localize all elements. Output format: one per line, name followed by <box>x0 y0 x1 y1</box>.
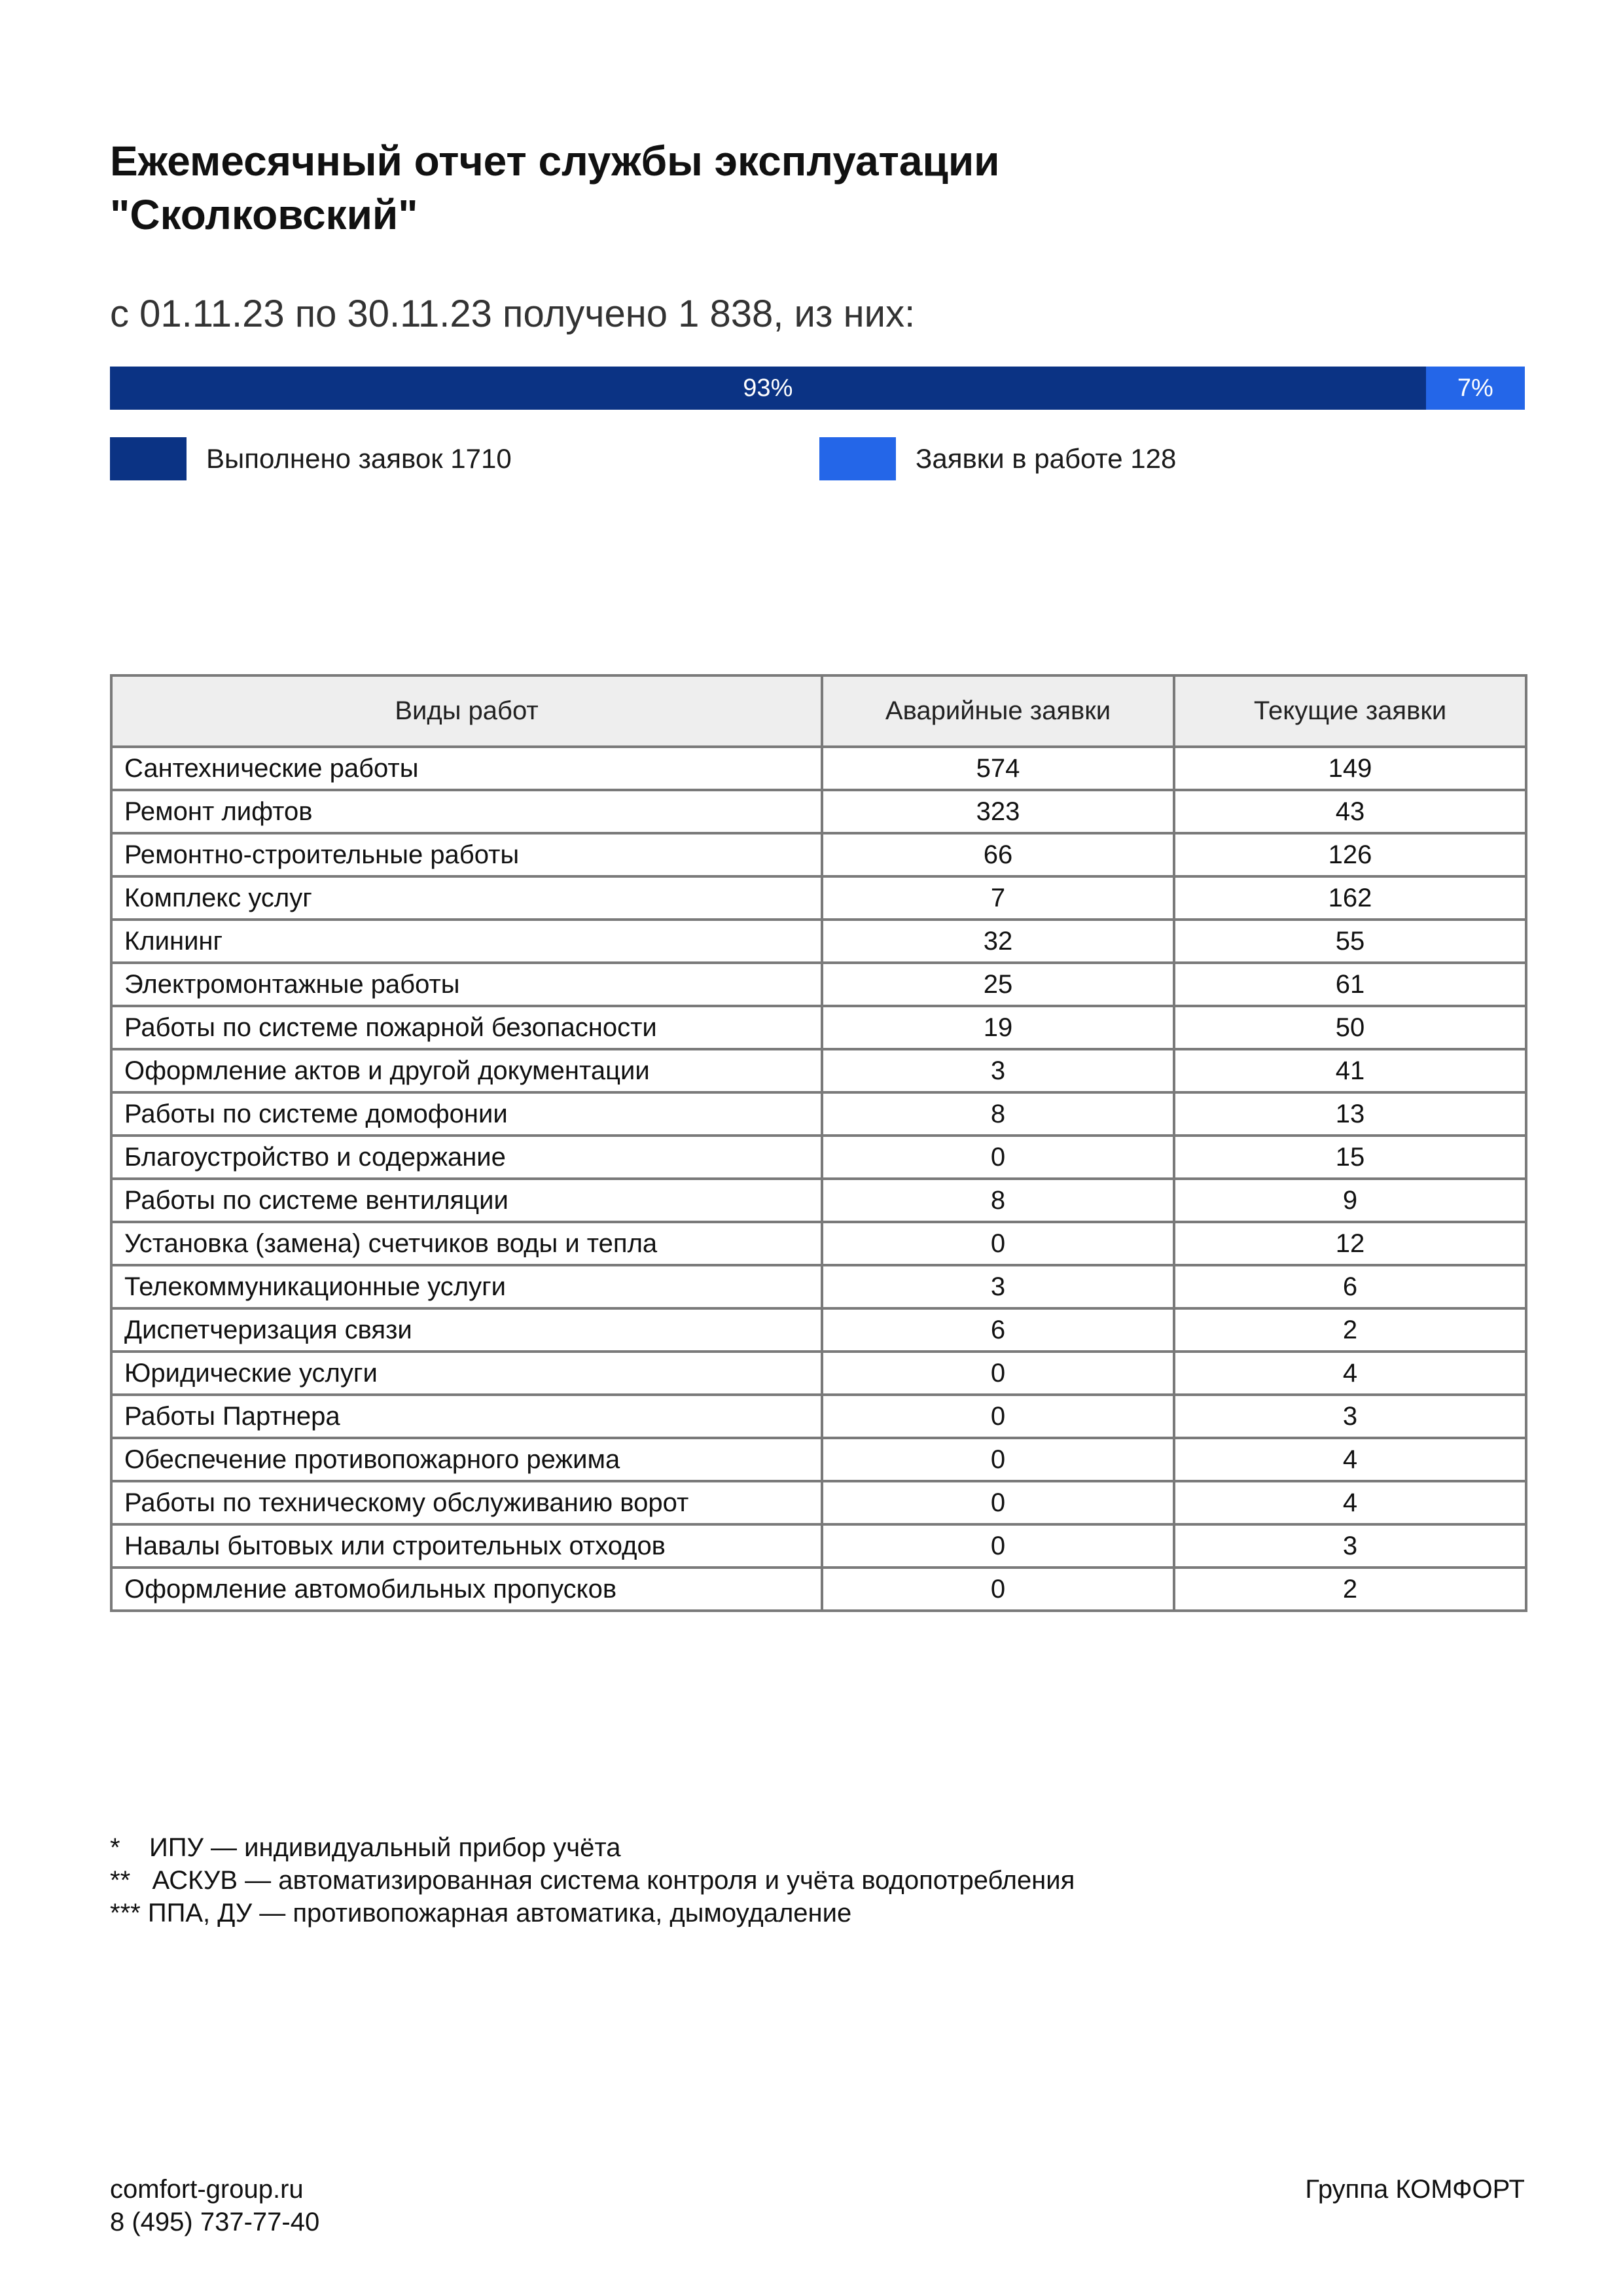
cell-emergency: 0 <box>822 1481 1174 1524</box>
legend-swatch-done <box>110 437 187 480</box>
table-row <box>111 1006 1526 1049</box>
completion-progress-bar <box>110 367 1525 410</box>
cell-current: 55 <box>1174 920 1526 963</box>
cell-emergency: 6 <box>822 1308 1174 1352</box>
cell-current: 3 <box>1174 1395 1526 1438</box>
footnote: ** АСКУВ — автоматизированная система контроля и учёта водопотребления <box>110 1866 1075 1895</box>
cell-current: 4 <box>1174 1352 1526 1395</box>
cell-current: 13 <box>1174 1092 1526 1136</box>
table-row <box>111 1222 1526 1265</box>
cell-current: 149 <box>1174 747 1526 790</box>
work-types-table <box>110 674 1527 1612</box>
table-row <box>111 1179 1526 1222</box>
cell-work-type: Работы Партнера <box>111 1395 822 1438</box>
header-current: Текущие заявки <box>1174 675 1526 747</box>
legend-swatch-open <box>819 437 896 480</box>
report-title-line2: "Сколковский" <box>110 191 418 238</box>
cell-current: 4 <box>1174 1481 1526 1524</box>
table-row <box>111 1265 1526 1308</box>
cell-current: 50 <box>1174 1006 1526 1049</box>
cell-current: 9 <box>1174 1179 1526 1222</box>
progress-segment-done <box>110 367 1426 410</box>
cell-emergency: 0 <box>822 1352 1174 1395</box>
cell-current: 162 <box>1174 876 1526 920</box>
legend-label-done: Выполнено заявок 1710 <box>206 443 512 474</box>
table-row <box>111 1524 1526 1568</box>
cell-emergency: 574 <box>822 747 1174 790</box>
cell-work-type: Работы по техническому обслуживанию ворот <box>111 1481 822 1524</box>
cell-work-type: Работы по системе вентиляции <box>111 1179 822 1222</box>
cell-work-type: Электромонтажные работы <box>111 963 822 1006</box>
cell-emergency: 7 <box>822 876 1174 920</box>
cell-work-type: Навалы бытовых или строительных отходов <box>111 1524 822 1568</box>
cell-work-type: Телекоммуникационные услуги <box>111 1265 822 1308</box>
legend-label-open: Заявки в работе 128 <box>916 443 1177 474</box>
cell-work-type: Работы по системе пожарной безопасности <box>111 1006 822 1049</box>
table-row <box>111 1049 1526 1092</box>
legend-item-open <box>819 437 1176 480</box>
table-row <box>111 876 1526 920</box>
cell-current: 2 <box>1174 1308 1526 1352</box>
cell-current: 15 <box>1174 1136 1526 1179</box>
progress-segment-open <box>1426 367 1525 410</box>
footer-site-link[interactable]: comfort-group.ru <box>110 2175 304 2204</box>
cell-emergency: 8 <box>822 1092 1174 1136</box>
header-work-type: Виды работ <box>111 675 822 747</box>
cell-work-type: Ремонтно-строительные работы <box>111 833 822 876</box>
cell-emergency: 0 <box>822 1395 1174 1438</box>
table-row <box>111 1568 1526 1611</box>
cell-emergency: 3 <box>822 1265 1174 1308</box>
cell-work-type: Ремонт лифтов <box>111 790 822 833</box>
report-title-line1: Ежемесячный отчет службы эксплуатации <box>110 137 1000 185</box>
cell-emergency: 19 <box>822 1006 1174 1049</box>
table-row <box>111 1438 1526 1481</box>
cell-work-type: Клининг <box>111 920 822 963</box>
footnotes <box>110 1831 1075 1929</box>
cell-emergency: 0 <box>822 1222 1174 1265</box>
cell-work-type: Установка (замена) счетчиков воды и тепла <box>111 1222 822 1265</box>
report-title <box>110 134 1222 242</box>
table-body <box>111 747 1526 1611</box>
footnote: * ИПУ — индивидуальный прибор учёта <box>110 1833 621 1862</box>
table-row <box>111 747 1526 790</box>
cell-current: 3 <box>1174 1524 1526 1568</box>
table-row <box>111 1308 1526 1352</box>
cell-emergency: 66 <box>822 833 1174 876</box>
footer-phone: 8 (495) 737-77-40 <box>110 2208 320 2236</box>
table-row <box>111 963 1526 1006</box>
cell-emergency: 0 <box>822 1568 1174 1611</box>
cell-emergency: 8 <box>822 1179 1174 1222</box>
cell-work-type: Работы по системе домофонии <box>111 1092 822 1136</box>
table-row <box>111 1481 1526 1524</box>
cell-current: 43 <box>1174 790 1526 833</box>
table-row <box>111 1092 1526 1136</box>
cell-current: 4 <box>1174 1438 1526 1481</box>
cell-emergency: 3 <box>822 1049 1174 1092</box>
cell-current: 61 <box>1174 963 1526 1006</box>
report-subtitle: с 01.11.23 по 30.11.23 получено 1 838, из них: <box>110 293 916 335</box>
footer-company: Группа КОМФОРТ <box>1305 2175 1525 2204</box>
footnote: *** ППА, ДУ — противопожарная автоматика, дымоудаление <box>110 1899 852 1928</box>
cell-emergency: 0 <box>822 1524 1174 1568</box>
cell-work-type: Оформление актов и другой документации <box>111 1049 822 1092</box>
cell-emergency: 323 <box>822 790 1174 833</box>
cell-emergency: 25 <box>822 963 1174 1006</box>
table-row <box>111 1136 1526 1179</box>
cell-emergency: 32 <box>822 920 1174 963</box>
cell-work-type: Юридические услуги <box>111 1352 822 1395</box>
progress-label-open: 7% <box>1457 374 1493 402</box>
table-row <box>111 833 1526 876</box>
table-row <box>111 790 1526 833</box>
table-header-row <box>111 675 1526 747</box>
cell-current: 6 <box>1174 1265 1526 1308</box>
cell-work-type: Комплекс услуг <box>111 876 822 920</box>
cell-current: 41 <box>1174 1049 1526 1092</box>
cell-emergency: 0 <box>822 1438 1174 1481</box>
cell-work-type: Сантехнические работы <box>111 747 822 790</box>
cell-emergency: 0 <box>822 1136 1174 1179</box>
cell-work-type: Диспетчеризация связи <box>111 1308 822 1352</box>
cell-work-type: Оформление автомобильных пропусков <box>111 1568 822 1611</box>
table-row <box>111 1395 1526 1438</box>
progress-label-done: 93% <box>743 374 793 402</box>
table-row <box>111 1352 1526 1395</box>
cell-current: 2 <box>1174 1568 1526 1611</box>
header-emergency: Аварийные заявки <box>822 675 1174 747</box>
table-row <box>111 920 1526 963</box>
cell-current: 12 <box>1174 1222 1526 1265</box>
cell-current: 126 <box>1174 833 1526 876</box>
cell-work-type: Обеспечение противопожарного режима <box>111 1438 822 1481</box>
footer-contacts <box>110 2173 319 2238</box>
cell-work-type: Благоустройство и содержание <box>111 1136 822 1179</box>
legend-item-done <box>110 437 512 480</box>
